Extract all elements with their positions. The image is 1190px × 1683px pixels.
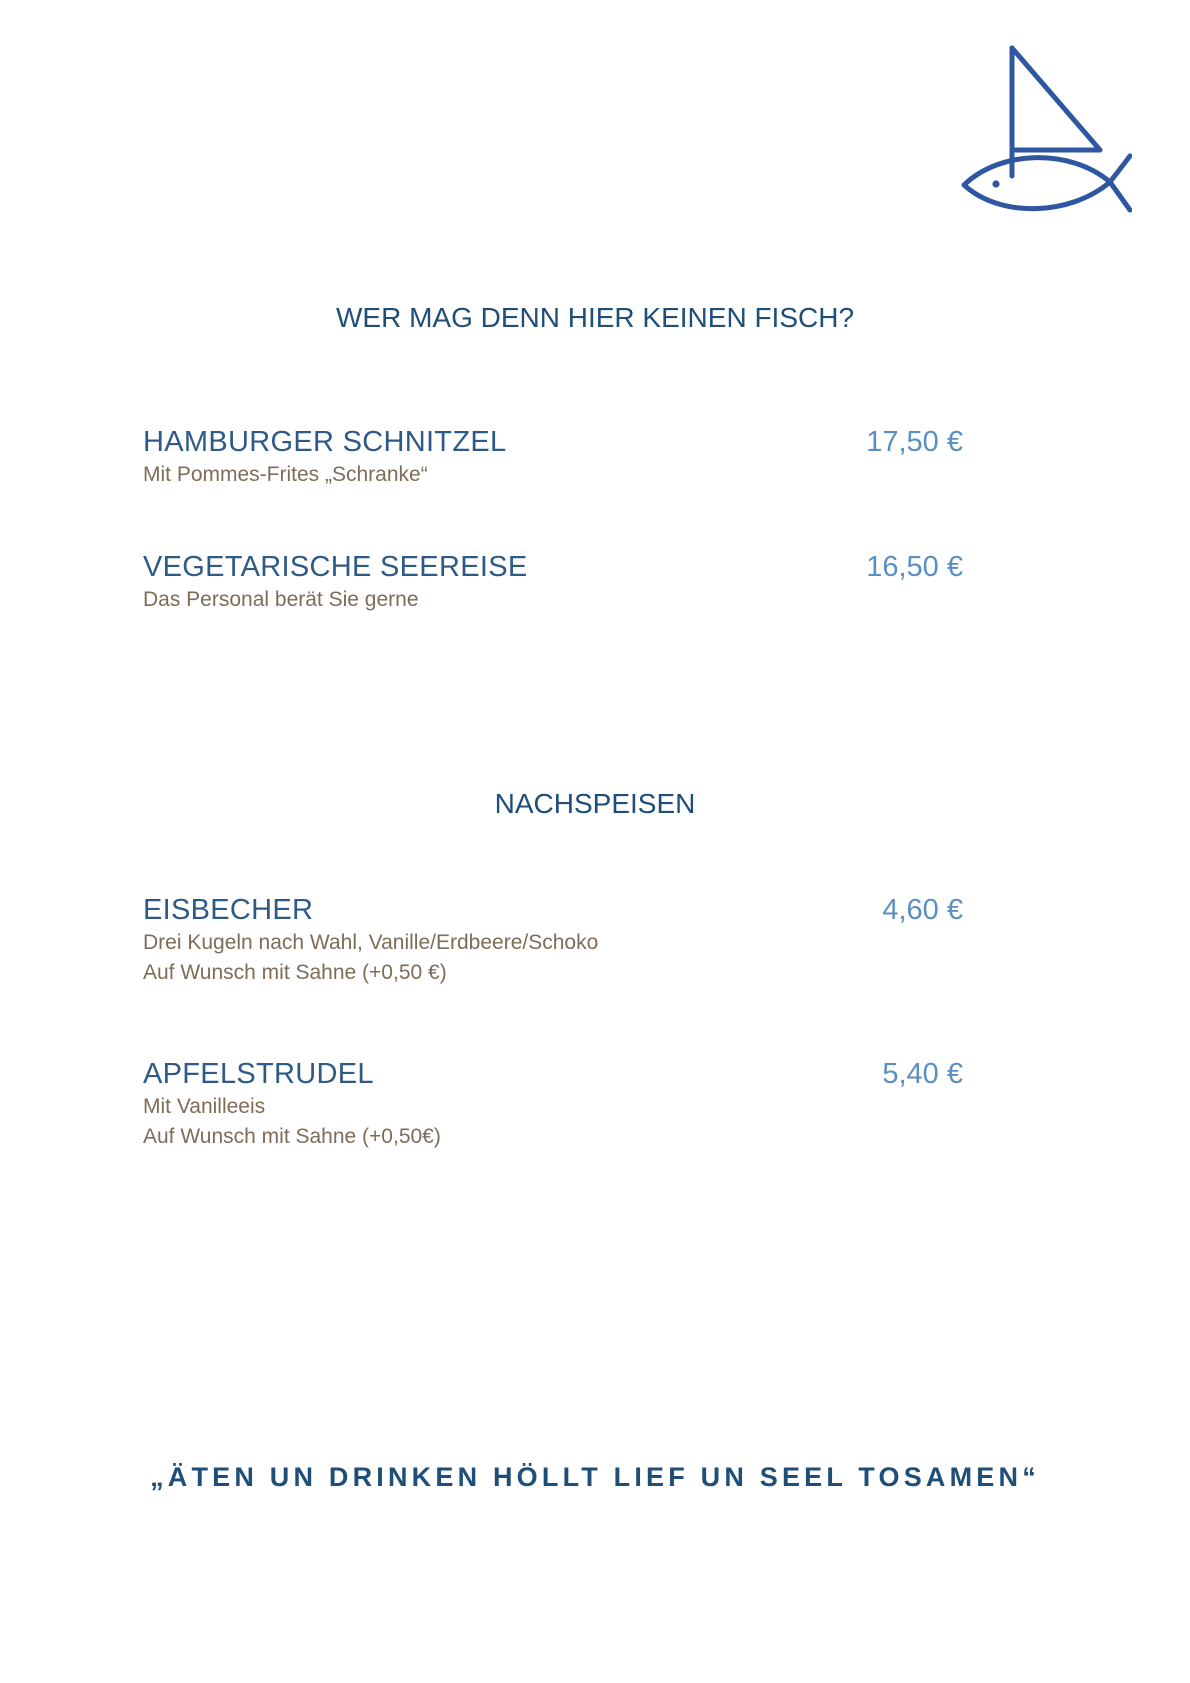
sailboat-fish-icon [960,44,1132,222]
menu-item-eisbecher [143,892,963,988]
item-description: Auf Wunsch mit Sahne (+0,50 €) [143,961,447,984]
section-title-main: WER MAG DENN HIER KEINEN FISCH? [335,302,855,333]
menu-item-apfelstrudel [143,1056,963,1152]
item-price: 5,40 € [882,1058,963,1090]
item-name: VEGETARISCHE SEEREISE [143,551,528,583]
menu-item-vegetarische-seereise [143,549,963,615]
item-description: Drei Kugeln nach Wahl, Vanille/Erdbeere/Schoko [143,931,599,954]
item-description: Auf Wunsch mit Sahne (+0,50€) [143,1125,441,1148]
item-price: 16,50 € [866,551,963,583]
section-title-nachspeisen: NACHSPEISEN [494,788,696,819]
item-description: Das Personal berät Sie gerne [143,588,419,611]
item-price: 17,50 € [866,426,963,458]
item-name: HAMBURGER SCHNITZEL [143,426,507,458]
menu-item-hamburger-schnitzel [143,424,963,490]
slogan: „ÄTEN UN DRINKEN HÖLLT LIEF UN SEEL TOSAMEN“ [150,1462,1040,1492]
item-description: Mit Pommes-Frites „Schranke“ [143,463,428,486]
logo [960,44,1132,222]
item-price: 4,60 € [882,894,963,926]
item-name: APFELSTRUDEL [143,1058,374,1090]
item-name: EISBECHER [143,894,314,926]
item-description: Mit Vanilleeis [143,1095,266,1118]
